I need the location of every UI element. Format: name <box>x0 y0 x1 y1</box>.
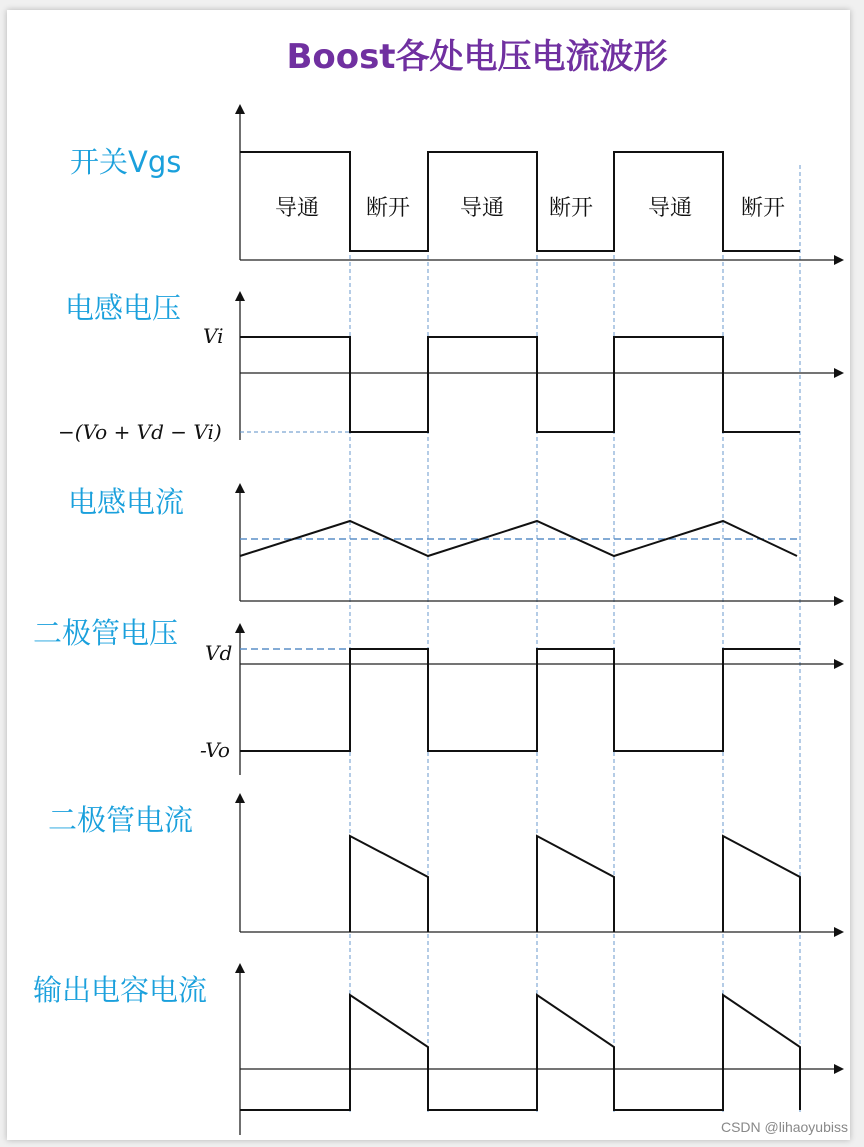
inductor-voltage-waveform <box>240 337 800 432</box>
capacitor-current-waveform <box>240 995 800 1110</box>
state-label: 断开 <box>740 196 786 221</box>
panel-label: 输出电容电流 <box>33 973 208 1007</box>
watermark: CSDN @lihaoyubiss <box>720 1119 848 1135</box>
level-label-low: -Vo <box>200 738 230 762</box>
level-label-high: Vi <box>203 324 224 348</box>
level-label-low: −(Vo + Vd − Vi) <box>58 420 222 444</box>
diode-current-waveform <box>350 836 800 932</box>
state-label: 断开 <box>365 196 411 221</box>
panel-label: 电感电流 <box>68 485 185 519</box>
panel-inductor-current <box>68 485 842 601</box>
panel-diode-voltage <box>33 616 842 775</box>
state-label: 导通 <box>647 196 693 221</box>
diagram-title: Boost各处电压电流波形 <box>286 37 668 77</box>
state-label: 断开 <box>548 196 594 221</box>
vgs-waveform <box>240 152 800 251</box>
panel-capacitor-current <box>33 965 842 1135</box>
panel-label: 二极管电流 <box>48 803 194 837</box>
panel-inductor-voltage <box>58 291 842 444</box>
state-label: 导通 <box>274 196 320 221</box>
panel-vgs <box>70 106 842 260</box>
panel-label: 开关Vgs <box>70 145 182 179</box>
level-label-high: Vd <box>205 641 233 665</box>
panel-label: 电感电压 <box>65 291 182 325</box>
state-label: 导通 <box>459 196 505 221</box>
panel-label: 二极管电压 <box>33 616 179 650</box>
switching-guides <box>350 165 800 1112</box>
